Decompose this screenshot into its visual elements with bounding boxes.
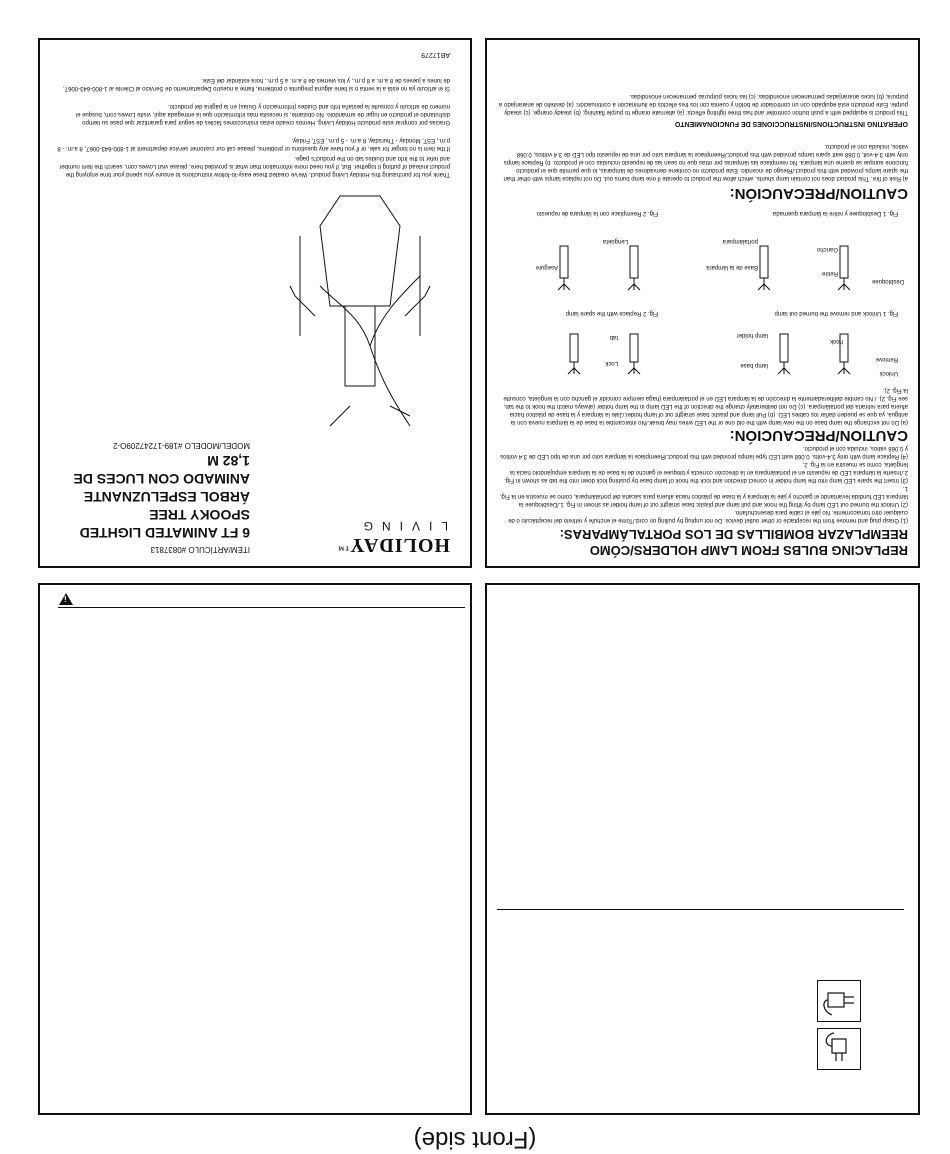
fig1-title-es: Fig. 1 Desbloquee y retire la lámpara quemada (772, 210, 898, 216)
section-divider (497, 909, 904, 910)
caution-heading-2: CAUTION/PRECAUCIÓN: (729, 185, 908, 202)
caution-heading-1: CAUTION/PRECAUCIÓN: (729, 427, 908, 444)
phone-en: If the item is no longer for sale, or if you have any questions or problems, please call our customer service department at 1-800-643-0067, 8 a.m. - 8 p.m., EST, Monday - Thursday, 8 a.m. - 5 p.m., EST, Friday. (57, 137, 450, 151)
title-es-1: ÁRBOL ESPELUZNANTE (83, 489, 250, 505)
replacing-heading-2: REEMPLAZAR BOMBILLAS DE LOS PORTALÁMPARAS: (559, 527, 908, 542)
warning-divider (58, 607, 465, 608)
warning-panel (38, 583, 472, 1115)
phone-es: Si el artículo ya no está a la venta o si tiene alguna pregunta o problema, llame a nuestro Departamento de Servicio al Cliente al 1-800-643-0067, de lunes a jueves de 8 a.m. a 8 p.m., y los viernes de 8 a.m. a 5 p.m., hora estándar del Este. (63, 77, 450, 91)
plug-icon (817, 980, 861, 1022)
fig1-fig2-diagram (498, 318, 908, 382)
label-asegure: Asegure (535, 264, 558, 270)
thanks-en: Thank you for purchasing this Holiday Living product. We've created these easy-to-follow instructions to ensure you spend your time enjoying the product instead of putting it together. But, if you need more information than what is provided here, please visit Lowes.com, search the item number and refer to the Info and Guides tab on the product's page. (59, 155, 450, 177)
document-code: AB17279 (421, 51, 450, 58)
label-unlock: Unlock (879, 370, 898, 376)
brand-top: HOLIDAY (349, 534, 450, 556)
title-en-1: 6 FT ANIMATED LIGHTED (79, 525, 250, 541)
brand-logo (338, 533, 450, 556)
plug-panel (485, 583, 920, 1115)
label-tab: tab (609, 334, 618, 340)
model-number: MODEL/MODELO #189-17247209O-2 (113, 441, 250, 450)
fig1-fig2-diagram-es (498, 218, 908, 298)
label-remove: Remove (875, 356, 898, 362)
label-hook: hook (829, 338, 843, 344)
caution-2-text: a) Risk of fire. This product does not contain lamp shunts, which allow the product to operate if one lamp burns out. Do not replace lamps with other than the spare lamps provided with this product./Riesgo de incendio. Este producto no contiene derivadores de lámparas, lo que permite que el producto funcione aunque se queme una lámpara. No reemplace las lámparas por otras que no sean las de repuesto incluidas con el producto. b) Replace lamps only with 3.4-volt, 0.068 watt spare lamps provided with this product./Reemplace la lámpara solo por una de repuesto tipo LED de 3.4 voltios, 0.068 vatios, incluida con el producto. (503, 143, 908, 181)
replacing-heading-1: REPLACING BULBS FROM LAMP HOLDERS/CÓMO (589, 543, 908, 558)
fig2-title-es: Fig. 2 Reemplace con la lámpara de repuesto (536, 210, 658, 216)
label-lock: Lock (605, 360, 618, 366)
title-es-3: 1,82 M (207, 453, 250, 469)
fig1-title: Fig. 1 Unlock and remove the burned out lamp (774, 310, 898, 316)
step-2: (2) Unlock the burned out LED lamp by lifting the hook and pull lamp and plastic base straight out of lamp holder as shown in Fig. 1./Desbloquee la lámpara LED fundida levantando el gancho y jale la lámpara y la base de plástico hacia afuera para sacarla del portalámpara, como se muestra en la Fig. 1. (499, 485, 908, 507)
label-portalampara: portalámpara (722, 238, 758, 244)
step-1: (1) Grasp plug and remove from the receptacle or other outlet device. Do not unplug by pulling on cord./Tome el enchufe y retírelo del receptáculo o de cualquier otro tomacorriente. No jale el cable para desenchufarlo. (508, 509, 908, 523)
operating-heading: OPERATING INSTRUCTIONS/INSTRUCCIONES DE FUNCIONAMIENTO (674, 120, 908, 127)
instructions-rotated-content (487, 40, 918, 566)
title-en-2: SPOOKY TREE (149, 507, 250, 523)
title-es-2: ANIMADO CON LUCES DE (73, 471, 250, 487)
label-lamp-base: lamp base (740, 362, 768, 368)
brand-tm: TM (337, 544, 350, 551)
label-retire: Retire (821, 270, 838, 276)
brand-sub: LIVING (354, 519, 448, 533)
fig2-title: Fig. 2 Replace with the spare lamp (565, 310, 658, 316)
plug-unplug-icon (817, 1028, 861, 1070)
cover-panel (38, 38, 472, 568)
cover-rotated-content (40, 40, 470, 566)
item-number: ITEM/ARTÍCULO #0837813 (150, 545, 250, 554)
step-3: (3) Insert the spare LED lamp into the lamp holder in correct direction and lock the hook of lamp base by pushing lock down into the tab as shown in Fig. 2./Inserte la lámpara LED de repuesto en el portalámpara en la dirección correcta y bloquee el gancho de la base de la lámpara empujándolo hacia la lengüeta, como se muestra en la Fig. 2. (504, 461, 908, 483)
step-4: (4) Replace lamp with only 3.4-volts, 0.068 watt LED type lamps provided with this product./Reemplace la lámpara solo por una de tipo LED de 3.4 voltios y 0.068 vatios, incluida con el producto. (500, 445, 908, 459)
label-lamp-holder: lamp holder (736, 332, 768, 338)
instructions-panel (485, 38, 920, 568)
front-side-caption: (Front side) (413, 1126, 537, 1153)
label-base-lampara: Base de la lámpara (706, 264, 758, 270)
label-gancho: Gancho (816, 246, 838, 252)
label-desbloquee: Desbloquee (871, 278, 904, 284)
label-lengueta: Lengüeta (602, 238, 628, 244)
caution-1-text: (a) Do not exchange the lamp base on the new lamp with the old one or the LED wires may break./No intercambie la base de la lámpara nueva con la antigua, ya que se pueden dañar los cables LED. (b) Pull lamp and plastic base straight out of lamp holder./Jale la lámpara y la base de plástico hacia afuera para retirarla del portalámpara. (c) Do not deliberately change the direction of the LED lamp in the lamp holder (always match the hook to the tab, see Fig. 2). / No cambie deliberadamente la dirección de la lámpara LED en el portalámpara (haga siempre coincidir el gancho con la lengüeta, consulte la Fig. 2). (503, 387, 908, 425)
operating-text: This product is equipped with a push button controller and has three lighting effects: (a) alternate orange to purple flashing; (b) steady orange; (c) steady purple. Este producto está equipado con un controlador de botón y cuenta con los tres efectos de iluminación a continuación: (a) destello de anaranjado a púrpura; (b) luces anaranjadas permanecen encendidas; (c) las luces púrpuras permanecen encendidas. (499, 93, 908, 115)
thanks-es: Gracias por comprar este producto Holiday Living. Hemos creado estas instrucciones fáciles de seguir para garantizar que pase su tiempo disfrutando el producto en lugar de armándolo. No obstante, si necesita más información que la entregada aquí, visite Lowes.com, busque el número de artículo y consulte la pestaña Info and Guides (Información y Guías) en la página del producto. (75, 103, 450, 125)
warning-triangle-icon: ! (59, 593, 73, 605)
spooky-tree-illustration (260, 186, 450, 436)
